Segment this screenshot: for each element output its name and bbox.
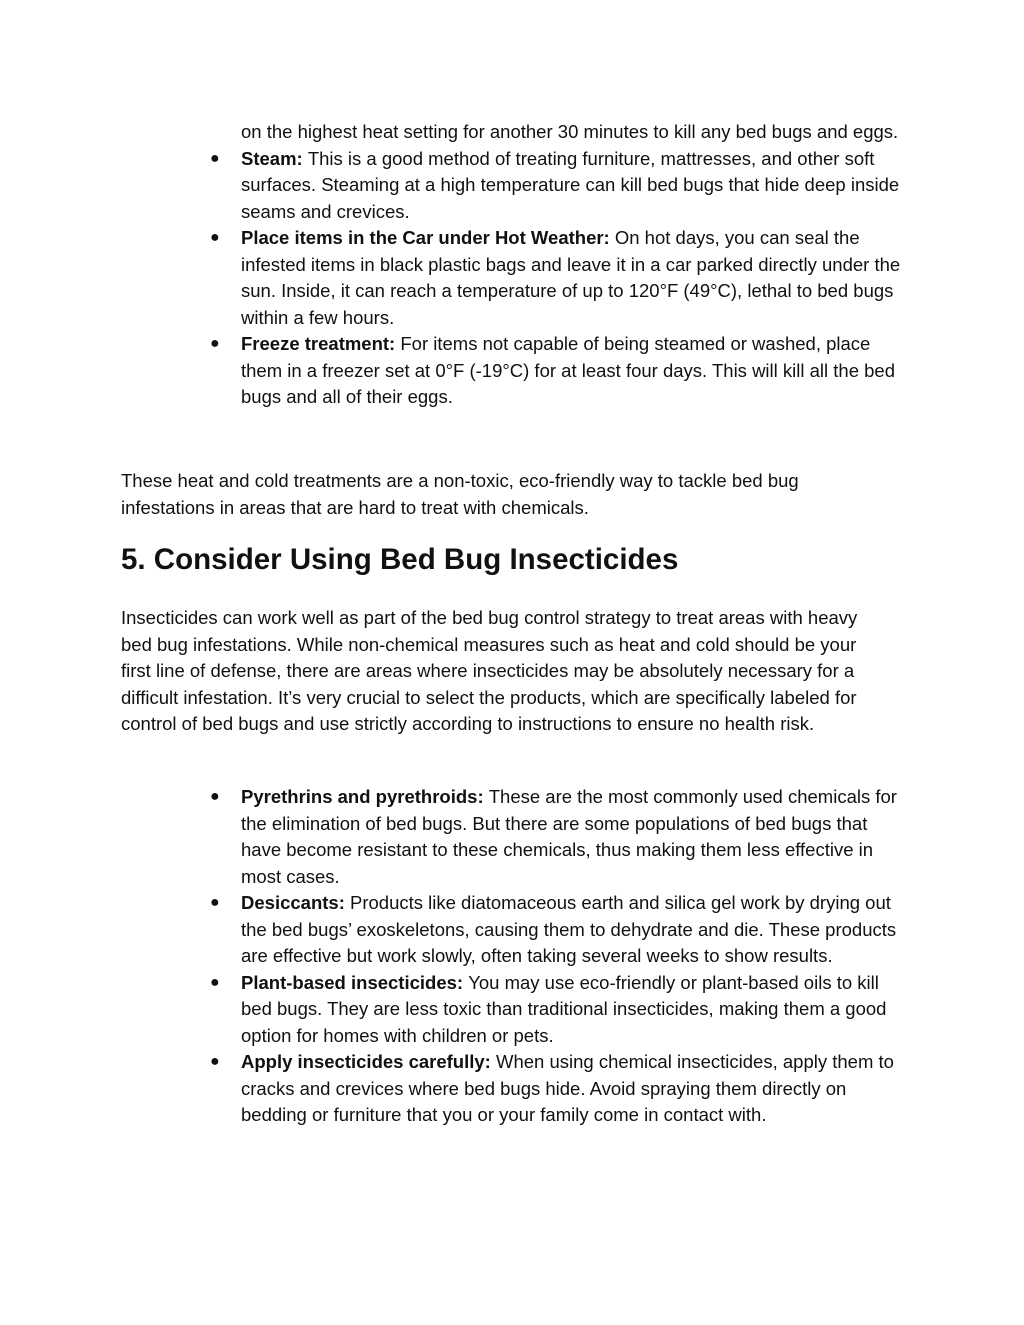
bullet-icon: ● <box>210 973 220 991</box>
list-item-desiccants <box>210 890 911 970</box>
bullet-icon: ● <box>210 894 220 911</box>
list-item-term: Freeze treatment: <box>241 333 401 354</box>
list-item-freeze-treatment <box>210 331 911 411</box>
paragraph-heat-cold-summary: These heat and cold treatments are a non-toxic, eco-friendly way to tackle bed bug infestations in areas that are hard to treat with chemicals. <box>121 470 799 518</box>
list-item-term: Steam: <box>241 147 308 169</box>
list-item-text: Products like diatomaceous earth and silica gel work by drying out the bed bugs’ exoskeletons, causing them to dehydrate and die. These products are effective but work slowly, often taking several weeks to show results. <box>241 892 897 966</box>
paragraph-insecticides-intro: Insecticides can work well as part of the bed bug control strategy to treat areas with heavy bed bug infestations. While non-chemical measures such as heat and cold should be your first line of defense, there are areas where insecticides may be absolutely necessary for a difficult infestation. It’s very crucial to select the products, which are specifically labeled for control of bed bugs and use strictly according to instructions to ensure no health risk. <box>121 607 858 734</box>
list-item-term: Place items in the Car under Hot Weather: <box>241 227 615 248</box>
bullet-icon: ● <box>210 229 220 246</box>
list-item-text: When using chemical insecticides, apply them to cracks and crevices where bed bugs hide. Avoid spraying them directly on bedding or furniture that you or your family come in contact with. <box>241 1051 894 1125</box>
list-item-term: Apply insecticides carefully: <box>241 1051 496 1072</box>
list-item-apply-carefully <box>210 1049 911 1129</box>
list-item-text: These are the most commonly used chemicals for the elimination of bed bugs. But there are some populations of bed bugs that have become resistant to these chemicals, thus making them less effective in most cases. <box>241 786 897 887</box>
heat-cold-treatment-list <box>210 119 911 411</box>
list-item-text: On hot days, you can seal the infested items in black plastic bags and leave it in a car parked directly under the sun. Inside, it can reach a temperature of up to 120°F (49°C), lethal to bed bugs within a few hours. <box>241 227 901 328</box>
list-item-pyrethrins <box>210 784 911 890</box>
list-item-steam <box>210 146 911 226</box>
list-item-term: Pyrethrins and pyrethroids: <box>241 786 489 807</box>
list-item-plant-based <box>210 970 911 1050</box>
list-item-car-hot-weather <box>210 225 911 331</box>
list-item-term: Plant-based insecticides: <box>241 971 469 993</box>
list-item-text: This is a good method of treating furniture, mattresses, and other soft surfaces. Steaming at a high temperature can kill bed bugs that hide deep inside seams and crevices. <box>241 147 900 222</box>
section-heading: 5. Consider Using Bed Bug Insecticides <box>121 543 679 576</box>
list-item-continuation <box>241 119 911 146</box>
list-item-text: For items not capable of being steamed or washed, place them in a freezer set at 0°F (-19°C) for at least four days. This will kill all the bed bugs and all of their eggs. <box>241 333 895 407</box>
list-item-term: Desiccants: <box>241 892 350 913</box>
bullet-icon: ● <box>210 1053 220 1070</box>
list-continuation-text: on the highest heat setting for another 30 minutes to kill any bed bugs and eggs. <box>241 121 899 142</box>
list-item-text: You may use eco-friendly or plant-based oils to kill bed bugs. They are less toxic than traditional insecticides, making them a good option for homes with children or pets. <box>241 971 887 1046</box>
bullet-icon: ● <box>210 788 220 805</box>
bullet-icon: ● <box>210 335 220 352</box>
bullet-icon: ● <box>210 149 220 167</box>
insecticides-list <box>210 784 911 1129</box>
